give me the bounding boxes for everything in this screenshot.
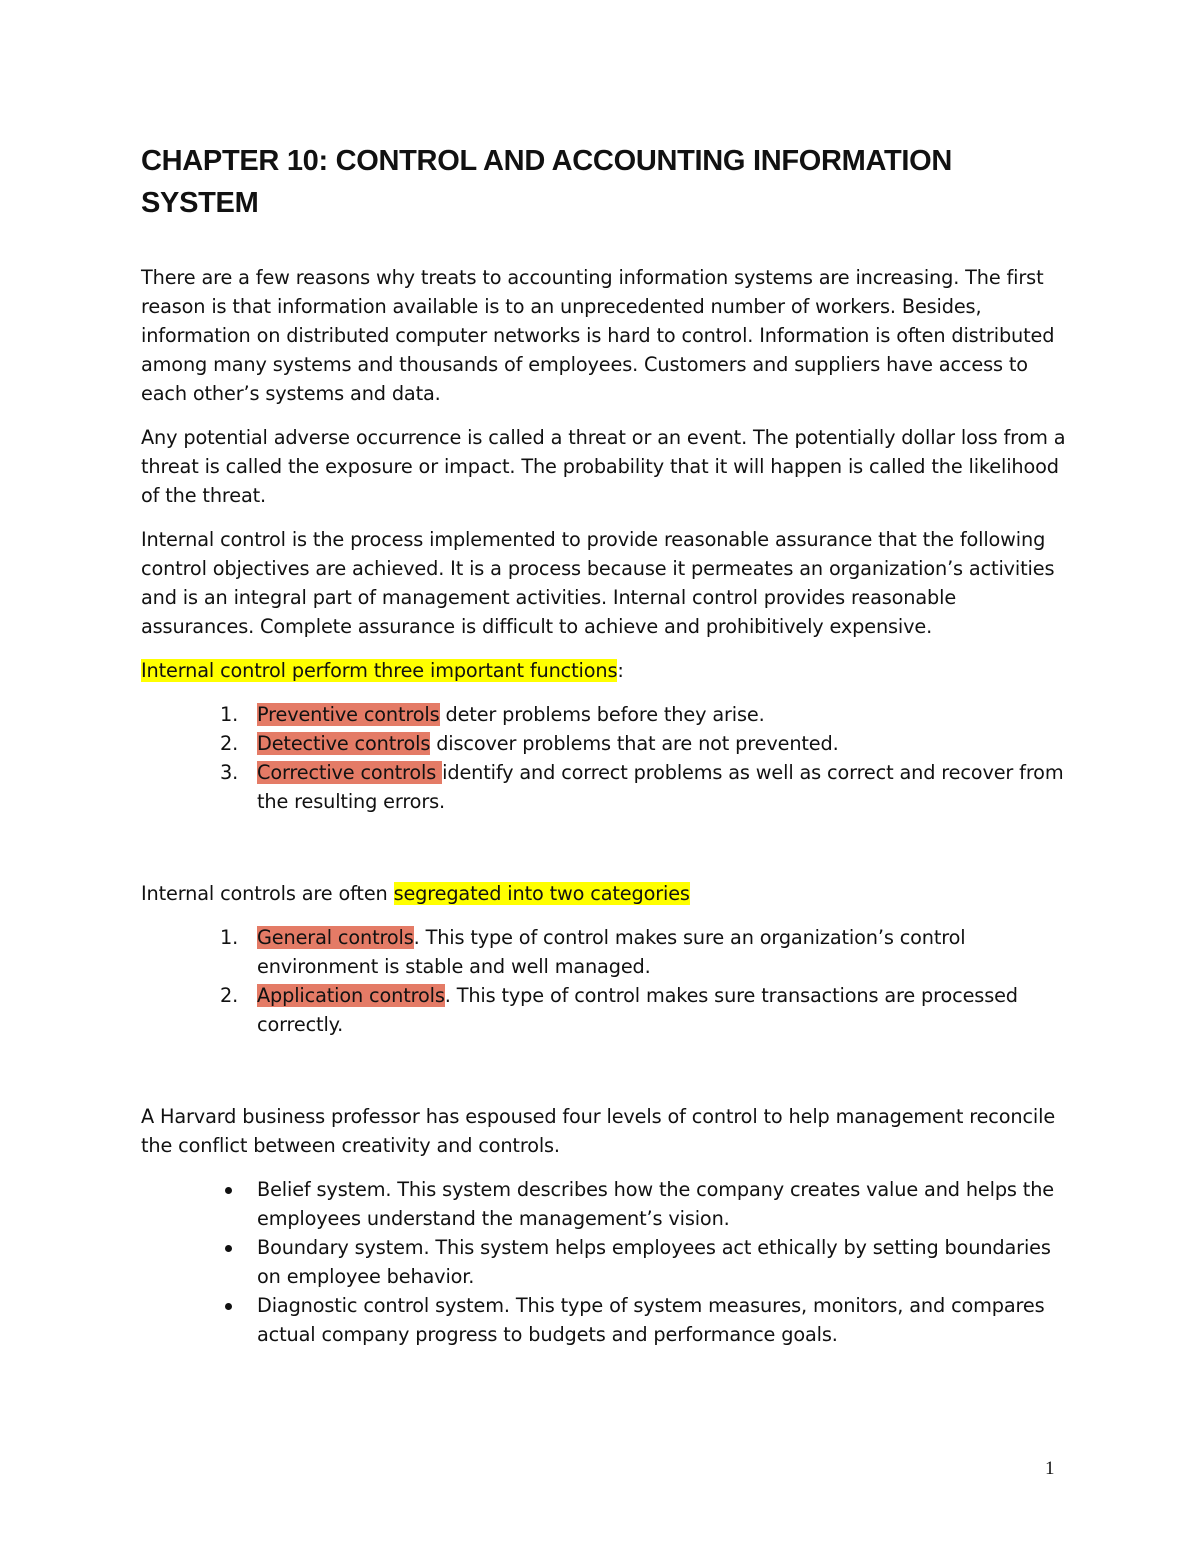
bullet-item <box>141 1291 1071 1349</box>
levels-list <box>141 1175 1071 1349</box>
bullet-icon <box>225 1187 232 1194</box>
list-item <box>141 923 1071 981</box>
paragraph-internal-control: Internal control is the process implemented to provide reasonable assurance that the following control objectives are achieved. It is a process because it permeates an organization’s activities and is an integral part of management activities. Internal control provides reasonable assurances. Complete assurance is difficult to achieve and prohibitively expensive. <box>141 528 1055 638</box>
bullet-item <box>141 1233 1071 1291</box>
list-number: 1. <box>220 926 239 949</box>
bullet-item <box>141 1175 1071 1233</box>
bullet-item-text: Boundary system. This system helps employees act ethically by setting boundaries on employee behavior. <box>257 1236 1051 1288</box>
term-highlight: Application controls <box>257 984 445 1007</box>
list-item <box>141 700 1071 729</box>
functions-intro-colon: : <box>617 659 624 682</box>
list-item-text: . This type of control makes sure an organization’s control environment is stable and well managed. <box>257 926 966 978</box>
term-highlight: General controls <box>257 926 414 949</box>
list-number: 1. <box>220 703 239 726</box>
bullet-item-text: Belief system. This system describes how the company creates value and helps the employees understand the management’s vision. <box>257 1178 1054 1230</box>
list-item-text: deter problems before they arise. <box>439 703 765 726</box>
functions-intro <box>141 656 1071 685</box>
list-item-text: identify and correct problems as well as correct and recover from the resulting errors. <box>257 761 1064 813</box>
term-highlight: Detective controls <box>257 732 431 755</box>
bullet-icon <box>225 1245 232 1252</box>
list-item <box>141 758 1071 816</box>
list-item <box>141 981 1071 1039</box>
list-number: 2. <box>220 732 239 755</box>
term-highlight: Preventive controls <box>257 703 440 726</box>
page-number: 1 <box>1045 1458 1055 1479</box>
functions-intro-highlight: Internal control perform three important functions <box>141 659 618 682</box>
list-item-text: . This type of control makes sure transactions are processed correctly. <box>257 984 1018 1036</box>
bullet-icon <box>225 1303 232 1310</box>
bullet-item-text: Diagnostic control system. This type of system measures, monitors, and compares actual company progress to budgets and performance goals. <box>257 1294 1045 1346</box>
paragraph-threats-increasing: There are a few reasons why treats to accounting information systems are increasing. The first reason is that information available is to an unprecedented number of workers. Besides, information on distributed computer networks is hard to control. Information is often distributed among many systems and thousands of employees. Customers and suppliers have access to each other’s systems and data. <box>141 266 1055 405</box>
functions-list <box>141 700 1071 816</box>
levels-intro: A Harvard business professor has espoused four levels of control to help management reconcile the conflict between creativity and controls. <box>141 1105 1056 1157</box>
list-item-text: discover problems that are not prevented. <box>430 732 839 755</box>
list-number: 3. <box>220 761 239 784</box>
term-highlight: Corrective controls <box>257 761 443 784</box>
list-number: 2. <box>220 984 239 1007</box>
categories-intro-text: Internal controls are often <box>141 882 394 905</box>
document-page <box>141 140 1071 1349</box>
categories-intro-highlight: segregated into two categories <box>393 882 690 905</box>
list-item <box>141 729 1071 758</box>
categories-intro <box>141 879 1071 908</box>
categories-list <box>141 923 1071 1039</box>
chapter-heading: CHAPTER 10: CONTROL AND ACCOUNTING INFORMATION SYSTEM <box>141 145 953 219</box>
paragraph-threat-definition: Any potential adverse occurrence is called a threat or an event. The potentially dollar loss from a threat is called the exposure or impact. The probability that it will happen is called the likelihood of the threat. <box>141 426 1066 507</box>
